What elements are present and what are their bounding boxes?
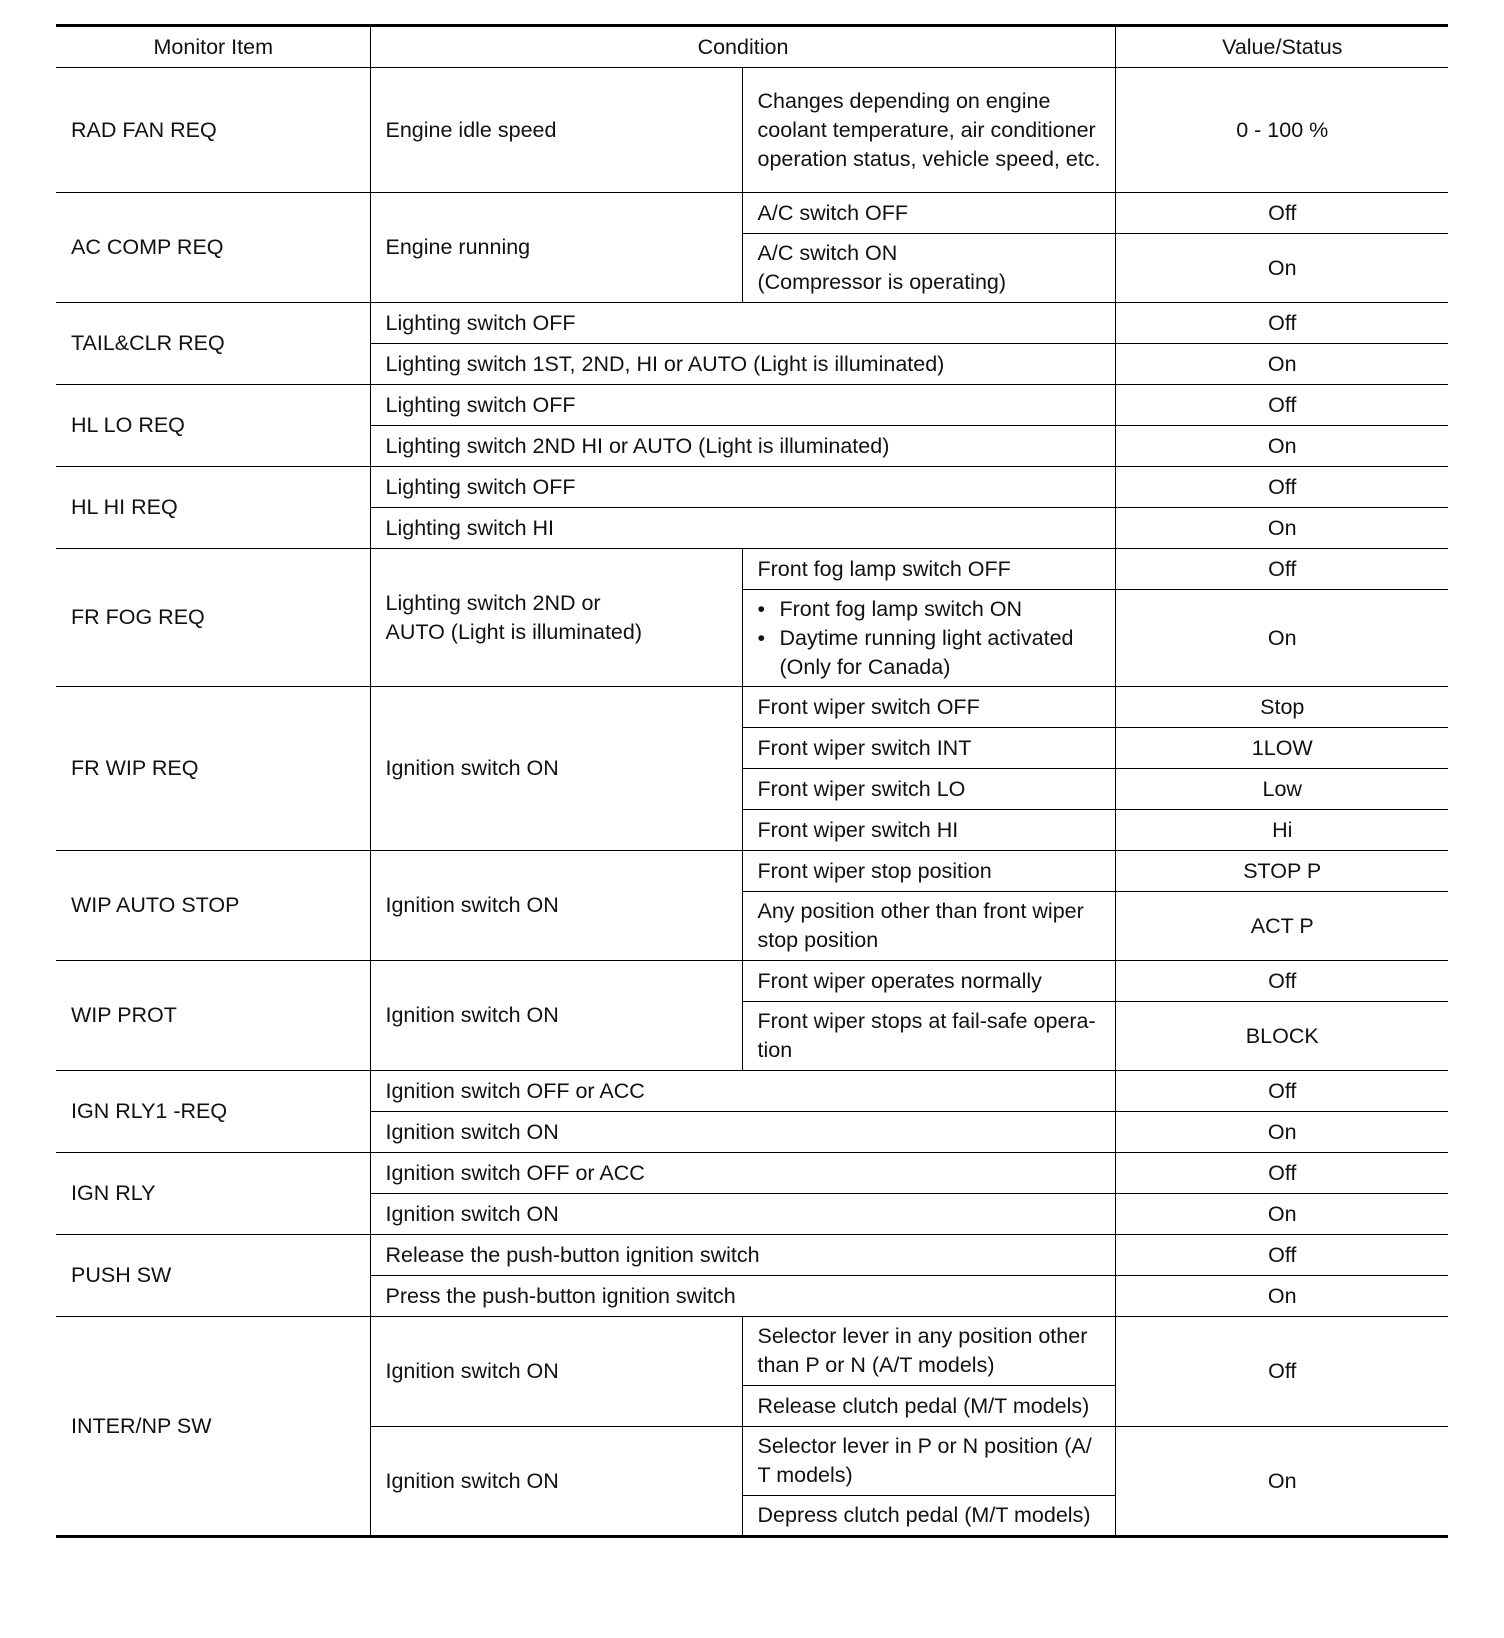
text-line: tion xyxy=(757,1038,793,1062)
header-row xyxy=(56,26,1448,68)
condition-cell: Engine idle speed xyxy=(370,68,742,193)
value-cell: On xyxy=(1115,1194,1448,1235)
value-cell: Low xyxy=(1115,769,1448,810)
text-line: AUTO (Light is illuminated) xyxy=(385,619,642,644)
monitor-item-cell: FR FOG REQ xyxy=(56,549,370,687)
condition-cell: Lighting switch 2ND HI or AUTO (Light is illuminated) xyxy=(370,426,1115,467)
condition-cell: Lighting switch 1ST, 2ND, HI or AUTO (Light is illuminated) xyxy=(370,344,1115,385)
value-cell: On xyxy=(1115,234,1448,303)
value-cell: 0 - 100 % xyxy=(1115,68,1448,193)
bullet-item: • Daytime running light activated (Only for Canada) xyxy=(758,624,1101,682)
monitor-item-cell: TAIL&CLR REQ xyxy=(56,303,370,385)
value-cell: STOP P xyxy=(1115,851,1448,892)
value-cell: Off xyxy=(1115,193,1448,234)
condition-cell: Lighting switch OFF xyxy=(370,303,1115,344)
condition-cell: Lighting switch HI xyxy=(370,508,1115,549)
table-row xyxy=(56,385,1448,426)
value-cell: Off xyxy=(1115,1235,1448,1276)
condition-cell: Lighting switch OFF xyxy=(370,385,1115,426)
table-row xyxy=(56,193,1448,234)
monitor-item-cell: WIP PROT xyxy=(56,961,370,1071)
condition-cell: Press the push-button ignition switch xyxy=(370,1276,1115,1317)
sub-condition-cell: A/C switch OFF xyxy=(742,193,1115,234)
value-cell: Hi xyxy=(1115,810,1448,851)
condition-cell: Ignition switch ON xyxy=(370,1194,1115,1235)
value-cell: 1LOW xyxy=(1115,728,1448,769)
text-line: T models) xyxy=(757,1463,853,1487)
value-cell: On xyxy=(1115,1427,1448,1537)
sub-condition-cell xyxy=(742,1427,1115,1496)
monitor-item-table xyxy=(56,24,1448,1538)
monitor-item-cell: RAD FAN REQ xyxy=(56,68,370,193)
text-line: Front wiper stops at fail-safe opera- xyxy=(757,1009,1096,1033)
value-cell: BLOCK xyxy=(1115,1002,1448,1071)
monitor-item-cell: HL HI REQ xyxy=(56,467,370,549)
condition-cell: Ignition switch ON xyxy=(370,1112,1115,1153)
monitor-item-cell: IGN RLY xyxy=(56,1153,370,1235)
sub-condition-cell xyxy=(742,1317,1115,1386)
condition-cell xyxy=(370,549,742,687)
value-cell: Off xyxy=(1115,549,1448,590)
condition-cell: Ignition switch ON xyxy=(370,1317,742,1427)
header-value-status: Value/Status xyxy=(1115,26,1448,68)
sub-condition-cell: Front wiper stop position xyxy=(742,851,1115,892)
value-cell: On xyxy=(1115,344,1448,385)
sub-condition-cell: Front wiper switch LO xyxy=(742,769,1115,810)
value-cell: On xyxy=(1115,508,1448,549)
sub-condition-cell: Changes depending on engine coolant temperature, air conditioner operation status, vehicle speed, etc. xyxy=(742,68,1115,193)
condition-cell: Ignition switch OFF or ACC xyxy=(370,1071,1115,1112)
value-cell: On xyxy=(1115,590,1448,687)
sub-condition-cell: Front wiper switch OFF xyxy=(742,687,1115,728)
value-cell: On xyxy=(1115,426,1448,467)
monitor-item-cell: HL LO REQ xyxy=(56,385,370,467)
monitor-item-cell: INTER/NP SW xyxy=(56,1317,370,1537)
condition-cell: Release the push-button ignition switch xyxy=(370,1235,1115,1276)
text-line: than P or N (A/T models) xyxy=(757,1353,995,1377)
table-row xyxy=(56,68,1448,193)
sub-condition-cell: Front wiper switch INT xyxy=(742,728,1115,769)
sub-condition-cell xyxy=(742,590,1115,687)
monitor-item-cell: FR WIP REQ xyxy=(56,687,370,851)
text-line: Selector lever in P or N position (A/ xyxy=(757,1434,1092,1458)
sub-condition-cell: Any position other than front wiper stop position xyxy=(742,892,1115,961)
text-line: Lighting switch 2ND or xyxy=(385,590,601,615)
value-cell: ACT P xyxy=(1115,892,1448,961)
table-row xyxy=(56,303,1448,344)
table-row xyxy=(56,961,1448,1002)
sub-condition-cell: Release clutch pedal (M/T models) xyxy=(742,1386,1115,1427)
value-cell: Stop xyxy=(1115,687,1448,728)
table-row xyxy=(56,549,1448,590)
header-monitor-item: Monitor Item xyxy=(56,26,370,68)
monitor-item-cell: IGN RLY1 -REQ xyxy=(56,1071,370,1153)
value-cell: On xyxy=(1115,1276,1448,1317)
table-row xyxy=(56,851,1448,892)
condition-cell: Ignition switch ON xyxy=(370,1427,742,1537)
table-row xyxy=(56,467,1448,508)
table-row xyxy=(56,687,1448,728)
monitor-item-cell: AC COMP REQ xyxy=(56,193,370,303)
condition-cell: Ignition switch ON xyxy=(370,687,742,851)
table-row xyxy=(56,1317,1448,1386)
condition-cell: Ignition switch ON xyxy=(370,851,742,961)
bullet-item: • Front fog lamp switch ON xyxy=(758,595,1101,624)
sub-condition-cell xyxy=(742,234,1115,303)
text-line: A/C switch ON xyxy=(757,241,898,265)
table-row xyxy=(56,1153,1448,1194)
monitor-item-cell: PUSH SW xyxy=(56,1235,370,1317)
monitor-item-cell: WIP AUTO STOP xyxy=(56,851,370,961)
value-cell: Off xyxy=(1115,1317,1448,1427)
value-cell: Off xyxy=(1115,303,1448,344)
value-cell: Off xyxy=(1115,961,1448,1002)
text-line: (Compressor is operating) xyxy=(757,270,1007,294)
sub-condition-cell: Front wiper operates normally xyxy=(742,961,1115,1002)
table-row xyxy=(56,1235,1448,1276)
condition-cell: Ignition switch OFF or ACC xyxy=(370,1153,1115,1194)
text-line: Selector lever in any position other xyxy=(757,1324,1088,1348)
value-cell: On xyxy=(1115,1112,1448,1153)
value-cell: Off xyxy=(1115,1071,1448,1112)
header-condition: Condition xyxy=(370,26,1115,68)
value-cell: Off xyxy=(1115,385,1448,426)
sub-condition-cell: Front fog lamp switch OFF xyxy=(742,549,1115,590)
condition-cell: Ignition switch ON xyxy=(370,961,742,1071)
value-cell: Off xyxy=(1115,467,1448,508)
value-cell: Off xyxy=(1115,1153,1448,1194)
table-row xyxy=(56,1071,1448,1112)
condition-cell: Engine running xyxy=(370,193,742,303)
sub-condition-cell: Depress clutch pedal (M/T models) xyxy=(742,1496,1115,1537)
sub-condition-cell xyxy=(742,1002,1115,1071)
condition-cell: Lighting switch OFF xyxy=(370,467,1115,508)
sub-condition-cell: Front wiper switch HI xyxy=(742,810,1115,851)
